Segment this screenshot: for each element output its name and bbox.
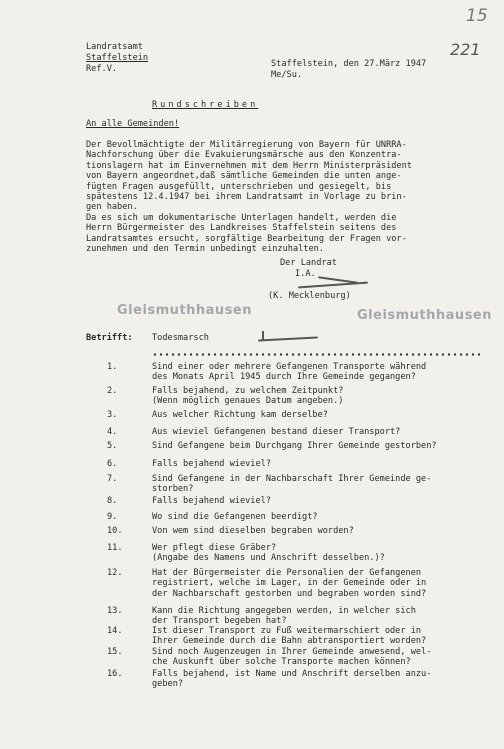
question-text: Hat der Bürgermeister die Personalien der Gefangenen (152, 568, 422, 578)
page-number-top: 15 (466, 6, 488, 26)
signature-ia: I.A. (295, 269, 316, 279)
question-text: Wer pflegt diese Gräber? (152, 543, 277, 553)
body-line: Herrn Bürgermeister des Landkreises Staffelstein seitens des (86, 223, 397, 234)
question-text: Von wem sind dieselben begraben worden? (152, 526, 354, 536)
body-line: Nachforschung über die Evakuierungsmärsche aus den Konzentra- (86, 150, 402, 161)
place-date: Staffelstein, den 27.März 1947 (271, 59, 427, 69)
question-text: Sind Gefangene in der Nachbarschaft Ihrer Gemeinde ge- (152, 474, 432, 484)
sender-ref: Ref.V. (86, 64, 118, 74)
signature-title: Der Landrat (280, 258, 337, 268)
doc-type-heading: Rundschreiben (152, 100, 259, 110)
question-number: 7. (107, 474, 118, 484)
initials: Me/Su. (271, 70, 303, 80)
question-number: 6. (107, 459, 118, 469)
subject-handwriting-stroke (262, 331, 272, 341)
question-number: 16. (107, 669, 123, 679)
recipients: An alle Gemeinden! (86, 119, 180, 129)
question-number: 11. (107, 543, 123, 553)
question-number: 10. (107, 526, 123, 536)
signature-name: (K. Mecklenburg) (268, 291, 351, 301)
question-number: 3. (107, 410, 118, 420)
question-text: Kann die Richtung angegeben werden, in welcher sich (152, 606, 416, 616)
question-text: Falls bejahend, zu welchem Zeitpunkt? (152, 386, 344, 396)
question-text: (Angabe des Namens und Anschrift desselben.)? (152, 553, 385, 564)
question-number: 2. (107, 386, 118, 396)
question-text: Falls bejahend wieviel? (152, 496, 271, 506)
body-line: zunehmen und den Termin unbedingt einzuhalten. (86, 244, 324, 255)
question-text: Wo sind die Gefangenen beerdigt? (152, 512, 318, 522)
question-number: 14. (107, 626, 123, 636)
question-text: Ist dieser Transport zu Fuß weitermarschiert oder in (152, 626, 422, 636)
question-text: che Auskunft über solche Transporte machen können? (152, 657, 411, 668)
body-text (86, 140, 486, 254)
body-line: Da es sich um dokumentarische Unterlagen handelt, werden die (86, 212, 397, 223)
body-line: von Bayern angeordnet,daß sämtliche Gemeinden die unten ange- (86, 171, 402, 182)
question-number: 5. (107, 441, 118, 451)
body-line: gen haben. (86, 202, 138, 213)
question-text: der Nachbarschaft gestorben und begraben worden sind? (152, 588, 427, 599)
page-number-second: 221 (450, 40, 481, 59)
body-line: Der Bevollmächtigte der Militärregierung von Bayern für UNRRA- (86, 140, 407, 150)
body-line: tionslagern hat im Einvernehmen mit dem Herrn Ministerpräsident (86, 160, 412, 171)
question-number: 1. (107, 362, 118, 372)
question-text: Aus welcher Richtung kam derselbe? (152, 410, 328, 420)
question-text: Falls bejahend, ist Name und Anschrift derselben anzu- (152, 669, 432, 679)
handwritten-signature-stroke (318, 276, 358, 283)
question-text: Sind einer oder mehrere Gefangenen Transporte während (152, 362, 427, 372)
question-text: storben? (152, 484, 194, 495)
question-text: registriert, welche im Lager, in der Gemeinde oder in (152, 578, 427, 589)
subject-label: Betrifft: (86, 333, 133, 343)
question-text: geben? (152, 679, 184, 690)
body-line: fügten Fragen ausgefüllt, unterschrieben und gesiegelt, bis (86, 181, 392, 192)
question-text: (Wenn möglich genaues Datum angeben.) (152, 396, 344, 407)
question-text: des Monats April 1945 durch Ihre Gemeinde gegangen? (152, 372, 416, 383)
question-text: der Transport begeben hat? (152, 616, 287, 627)
question-number: 13. (107, 606, 123, 616)
dotted-separator (152, 353, 482, 356)
question-number: 4. (107, 427, 118, 437)
question-number: 12. (107, 568, 123, 578)
stamp-right: Gleismuthhausen (357, 308, 492, 323)
question-text: Sind noch Augenzeugen in Ihrer Gemeinde anwesend, wel- (152, 647, 432, 657)
body-line: Landratsamtes ersucht, sorgfältige Bearbeitung der Fragen vor- (86, 233, 407, 244)
question-text: Ihrer Gemeinde durch die Bahn abtransportiert worden? (152, 636, 427, 647)
question-number: 9. (107, 512, 118, 522)
question-number: 8. (107, 496, 118, 506)
question-number: 15. (107, 647, 123, 657)
subject-text: Todesmarsch (152, 333, 209, 343)
question-text: Falls bejahend wieviel? (152, 459, 271, 469)
stamp-left: Gleismuthhausen (117, 303, 252, 318)
body-line: spätestens 12.4.1947 bei ihrem Landratsamt in Vorlage zu brin- (86, 192, 407, 203)
sender-town: Staffelstein (86, 53, 149, 63)
question-text: Aus wieviel Gefangenen bestand dieser Transport? (152, 427, 401, 437)
question-text: Sind Gefangene beim Durchgang Ihrer Gemeinde gestorben? (152, 441, 437, 451)
sender-office: Landratsamt (86, 42, 143, 52)
